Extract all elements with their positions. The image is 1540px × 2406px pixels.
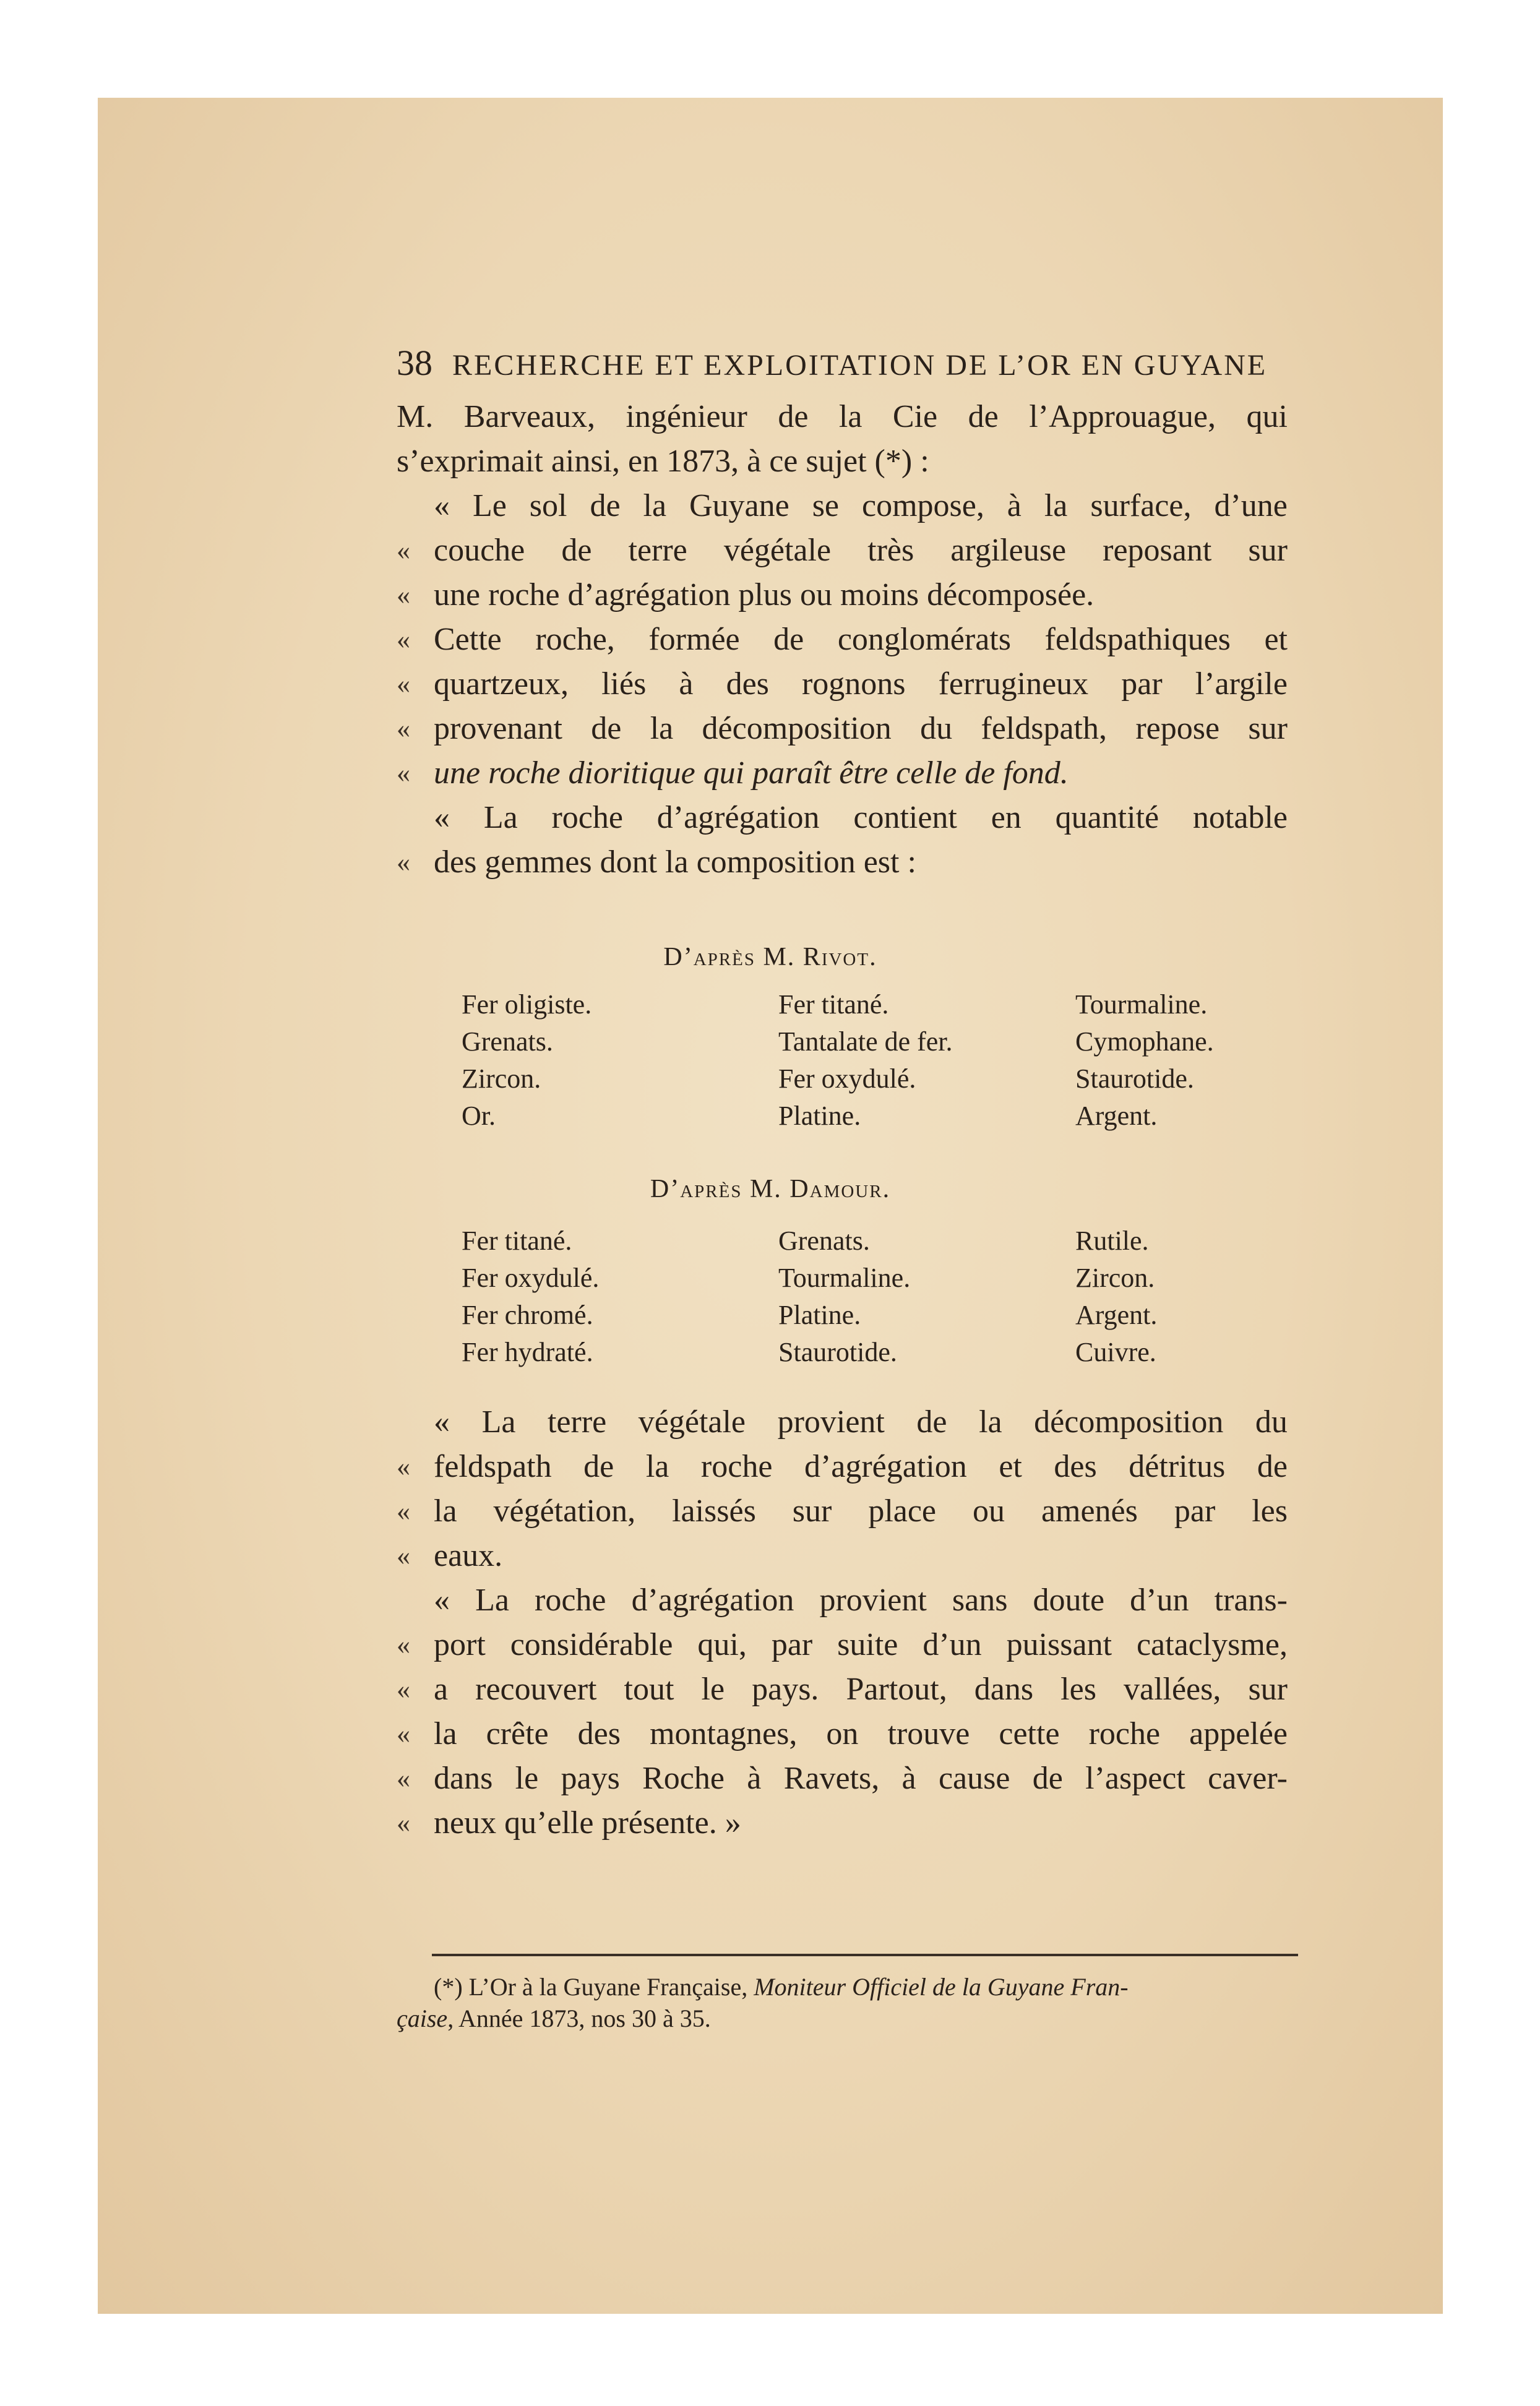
table-cell: Fer chromé.	[462, 1300, 593, 1330]
table-cell: Platine.	[778, 1101, 861, 1131]
running-header	[397, 342, 1417, 392]
footnote-line: (*) L’Or à la Guyane Française, Moniteur Officiel de la Guyane Fran-	[434, 1973, 1129, 2001]
quote-line: une roche d’agrégation plus ou moins décomposée.	[434, 577, 1095, 612]
table-cell: Staurotide.	[778, 1337, 897, 1367]
table-cell: Argent.	[1075, 1300, 1158, 1330]
quote-line: « La roche d’agrégation provient sans doute d’un trans-	[434, 1583, 1288, 1618]
table-cell: Cymophane.	[1075, 1026, 1214, 1057]
footnote-line: çaise, Année 1873, nos 30 à 35.	[397, 2004, 711, 2032]
table-heading-rivot: D’après M. Rivot.	[663, 943, 877, 971]
quote-line: une roche dioritique qui paraît être celle de fond.	[434, 755, 1069, 791]
footnote-rule	[432, 1954, 1298, 1956]
table-cell: Zircon.	[1075, 1263, 1155, 1293]
quote-line: la végétation, laissés sur place ou amenés par les	[434, 1493, 1288, 1529]
table-cell: Fer hydraté.	[462, 1337, 593, 1367]
table-cell: Platine.	[778, 1300, 861, 1330]
quote-line: Cette roche, formée de conglomérats feldspathiques et	[434, 622, 1288, 657]
footnote	[397, 1972, 1288, 2033]
quote-line: « La terre végétale provient de la décomposition du	[434, 1404, 1288, 1440]
table-cell: Argent.	[1075, 1101, 1158, 1131]
table-heading-damour: D’après M. Damour.	[650, 1175, 891, 1203]
quote-line: provenant de la décomposition du feldspath, repose sur	[434, 711, 1288, 746]
text-line: M. Barveaux, ingénieur de la Cie de l’Approuague, qui	[397, 399, 1288, 434]
table-cell: Zircon.	[462, 1063, 541, 1094]
quote-line: neux qu’elle présente. »	[434, 1805, 741, 1841]
quote-line: feldspath de la roche d’agrégation et des détritus de	[434, 1449, 1288, 1484]
table-cell: Grenats.	[462, 1026, 553, 1057]
quote-line: « La roche d’agrégation contient en quantité notable	[434, 800, 1288, 835]
quote-line: port considérable qui, par suite d’un puissant cataclysme,	[434, 1627, 1288, 1662]
quote-line: a recouvert tout le pays. Partout, dans les vallées, sur	[434, 1672, 1288, 1707]
quote-line: dans le pays Roche à Ravets, à cause de l’aspect caver-	[434, 1761, 1288, 1796]
table-cell: Or.	[462, 1101, 496, 1131]
table-cell: Tourmaline.	[1075, 989, 1208, 1020]
table-cell: Fer titané.	[462, 1226, 572, 1256]
table-cell: Fer oligiste.	[462, 989, 592, 1020]
quote-line: couche de terre végétale très argileuse reposant sur	[434, 533, 1288, 568]
quote-line: eaux.	[434, 1538, 503, 1573]
text-line: s’exprimait ainsi, en 1873, à ce sujet (*) :	[397, 444, 929, 479]
table-cell: Tourmaline.	[778, 1263, 911, 1293]
table-cell: Fer oxydulé.	[462, 1263, 600, 1293]
running-title: RECHERCHE ET EXPLOITATION DE L’OR EN GUYANE	[452, 349, 1268, 382]
page-number: 38	[397, 343, 432, 383]
table-cell: Fer titané.	[778, 989, 889, 1020]
table-cell: Staurotide.	[1075, 1063, 1194, 1094]
quote-line: la crête des montagnes, on trouve cette roche appelée	[434, 1716, 1288, 1751]
table-cell: Grenats.	[778, 1226, 870, 1256]
table-cell: Rutile.	[1075, 1226, 1149, 1256]
quote-line: « Le sol de la Guyane se compose, à la surface, d’une	[434, 488, 1288, 523]
quote-line: des gemmes dont la composition est :	[434, 844, 916, 880]
table-cell: Fer oxydulé.	[778, 1063, 916, 1094]
quote-line: quartzeux, liés à des rognons ferrugineux par l’argile	[434, 666, 1288, 702]
table-cell: Cuivre.	[1075, 1337, 1156, 1367]
table-cell: Tantalate de fer.	[778, 1026, 953, 1057]
scanned-page: 38 RECHERCHE ET EXPLOITATION DE L’OR EN GUYANE M. Barveaux, ingénieur de la Cie de l’Approuague, qui s’exprimait ainsi, en 1873, à ce sujet (*) : « Le sol de la Guyane se compose, à la surface, d’une « couche de terre végétale très argileuse reposant sur « une roche d’agrégation plus ou moins décomposée. « Cette roche, formée de conglomérats feldspathiques et « quartzeux, liés à des rognons ferrugineux par l’argile « provenant de la décomposition du feldspath, repose sur « une roche dioritique qui paraît être celle de fond. « La roche d’agrégation contient en quantité notable « des gemmes dont la composition est : D’après M. Rivot. Fer oligiste. Grenats. Zircon. Or. Fer titané. Tantalate de fer. Fer oxydulé. Platine. Tourmaline. Cymophane. Staurotide. Argent. D’après M. Damour. Fer titané. Fer oxydulé. Fer chromé. Fer hydraté. Grenats. Tourmaline. Platine. Staurotide. Rutile. Zircon. Argent. Cuivre. « La terre végétale provient de la décomposition du « feldspath de la roche d’agrégation et des détritus de « la végétation, laissés sur place ou amenés par les « eaux. « La roche d’agrégation provient sans doute d’un trans- « port considérable qui, par suite d’un puissant cataclysme, « a recouvert tout le pays. Partout, dans les vallées, sur « la crête des montagnes, on trouve cette roche appelée « dans le pays Roche à Ravets, à cause de l’aspect caver- « neux qu’elle présente. » (*) L’Or à la Guyane Française, Moniteur Officiel de la Guyane Fran- çaise, Année 1873, nos 30 à 35.	[98, 98, 1443, 2314]
